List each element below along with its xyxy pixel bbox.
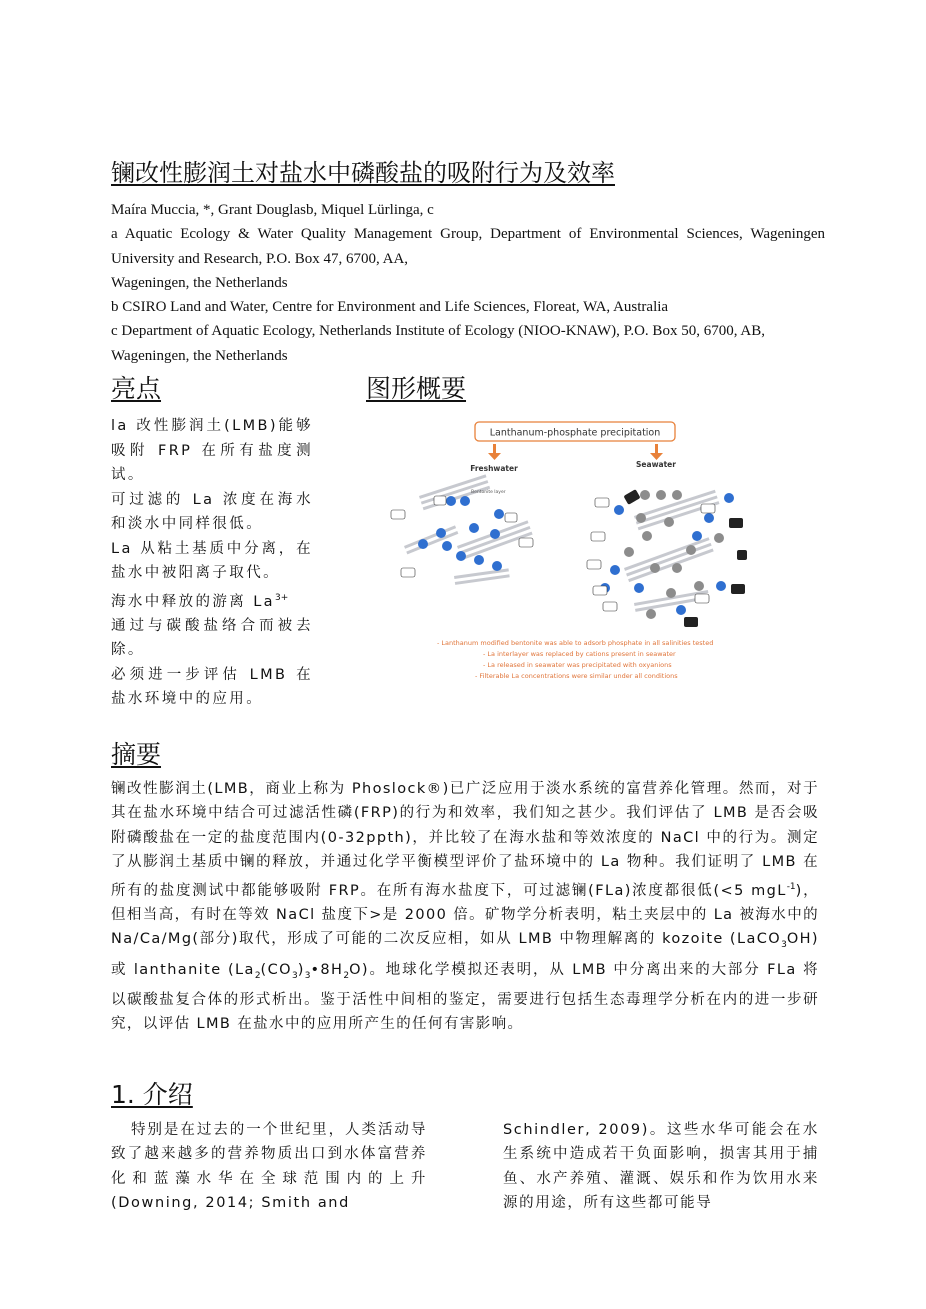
highlight-item: La 从粘土基质中分离，在盐水中被阳离子取代。 bbox=[111, 540, 313, 581]
affiliation-a: a Aquatic Ecology & Water Quality Management Group, Department of Environmental Sciences, Wageningen University and Research, P.O. Box 47, 6700, AA, bbox=[111, 226, 825, 267]
ga-bullet: - Lanthanum modified bentonite was able to adsorb phosphate in all salinities tested bbox=[437, 639, 714, 647]
authors: Maíra Muccia, *, Grant Douglasb, Miquel Lürlinga, c bbox=[111, 202, 434, 218]
formula-subscript: 2 bbox=[343, 970, 350, 981]
abstract-text: •8H bbox=[310, 961, 344, 978]
freshwater-clay-diagram bbox=[391, 474, 533, 585]
introduction-heading: 1. 介绍 bbox=[111, 1080, 193, 1109]
affiliation-a-city: Wageningen, the Netherlands bbox=[111, 274, 288, 291]
highlights-list bbox=[111, 414, 313, 712]
ga-bullet: - La interlayer was replaced by cations present in seawater bbox=[483, 650, 676, 658]
affiliation-b: b CSIRO Land and Water, Centre for Environment and Life Sciences, Floreat, WA, Australia bbox=[111, 299, 669, 316]
intro-column-left: 特别是在过去的一个世纪里，人类活动导致了越来越多的营养物质出口到水体富营养化和蓝藻水华在全球范围内的上升 (Downing, 2014; Smith and bbox=[111, 1122, 427, 1212]
formula-subscript: 3 bbox=[291, 970, 298, 981]
abstract-text: 镧改性膨润土(LMB，商业上称为 Phoslock®)已广泛应用于淡水系统的富营养化管理。然而，对于其在盐水环境中结合可过滤活性磷(FRP)的行为和效率，我们知之甚少。我们评估了 LMB 是否会吸附磷酸盐在一定的盐度范围内(0-32ppth)，并比较了在海水盐和等效浓度的 NaCl 中的行为。测定了从膨润土基质中镧的释放，并通过化学平衡模型评价了盐环境中的 La 物种。我们证明了 LMB 在所有的盐度测试中都能够吸附 FRP。在所有海水盐度下，可过滤镧(FLa)浓度都很低(<5 mgL bbox=[111, 781, 819, 899]
banner-text: Lanthanum-phosphate precipitation bbox=[489, 427, 661, 439]
bentonite-layer-label: Bentonite layer bbox=[471, 490, 506, 495]
formula-subscript: 3 bbox=[781, 940, 787, 951]
ga-bullet: - La released in seawater was precipitated with oxyanions bbox=[483, 661, 672, 669]
formula-subscript: 3 bbox=[304, 970, 311, 981]
highlight-item-text: 海水中释放的游离 La bbox=[111, 593, 275, 610]
highlight-item: 可过滤的 La 浓度在海水和淡水中同样很低。 bbox=[111, 491, 313, 532]
highlight-item: la 改性膨润土(LMB)能够吸附 FRP 在所有盐度测试。 bbox=[111, 418, 313, 483]
abstract-text: O)。地球化学模拟还表明，从 LMB 中分离出来的大部分 FLa 将以碳酸盐复合体的形式析出。鉴于活性中间相的鉴定，需要进行包括生态毒理学分析在内的进一步研究，以评估 LMB 在盐水中的应用所产生的任何有害影响。 bbox=[111, 961, 819, 1033]
freshwater-label: Freshwater bbox=[470, 464, 518, 473]
highlight-item: 通过与碳酸盐络合而被去除。 bbox=[111, 617, 313, 659]
la-charge-sup: 3+ bbox=[274, 592, 289, 603]
highlight-item: 必须进一步评估 LMB 在盐水环境中的应用。 bbox=[111, 666, 313, 708]
formula-subscript: 2 bbox=[254, 970, 261, 981]
affiliation-c: c Department of Aquatic Ecology, Netherlands Institute of Ecology (NIOO-KNAW), P.O. Box 50, 6700, AB, Wageningen, the Netherlands bbox=[111, 323, 765, 364]
abstract-heading: 摘要 bbox=[111, 740, 162, 769]
paper-title: 镧改性膨润土对盐水中磷酸盐的吸附行为及效率 bbox=[111, 159, 615, 187]
graphical-abstract-figure bbox=[379, 418, 747, 686]
abstract-text: ) bbox=[297, 961, 305, 978]
author-block bbox=[111, 198, 825, 368]
seawater-clay-diagram bbox=[587, 489, 747, 627]
highlights-heading: 亮点 bbox=[111, 374, 162, 403]
abstract-body bbox=[111, 777, 819, 1037]
arrow-icon bbox=[488, 444, 663, 460]
ga-bullet: - Filterable La concentrations were similar under all conditions bbox=[475, 672, 678, 680]
abstract-text: )，但相当高，有时在等效 NaCl 盐度下>是 2000 倍。矿物学分析表明，粘土夹层中的 La 被海水中的 Na/Ca/Mg(部分)取代，形成了可能的二次反应相，如从 LMB 中物理解离的 kozoite (LaCO bbox=[111, 882, 819, 948]
intro-column-right: Schindler, 2009)。这些水华可能会在水生系统中造成若干负面影响，损害其用于捕鱼、水产养殖、灌溉、娱乐和作为饮用水来源的用途，所有这些都可能导 bbox=[503, 1122, 819, 1212]
abstract-text: (CO bbox=[260, 961, 292, 978]
highlight-item bbox=[111, 586, 313, 614]
unit-superscript: -1 bbox=[786, 881, 796, 892]
seawater-label: Seawater bbox=[636, 460, 676, 469]
abstract-text: OH)或 lanthanite (La bbox=[111, 931, 819, 978]
graphical-abstract-heading: 图形概要 bbox=[366, 374, 467, 403]
